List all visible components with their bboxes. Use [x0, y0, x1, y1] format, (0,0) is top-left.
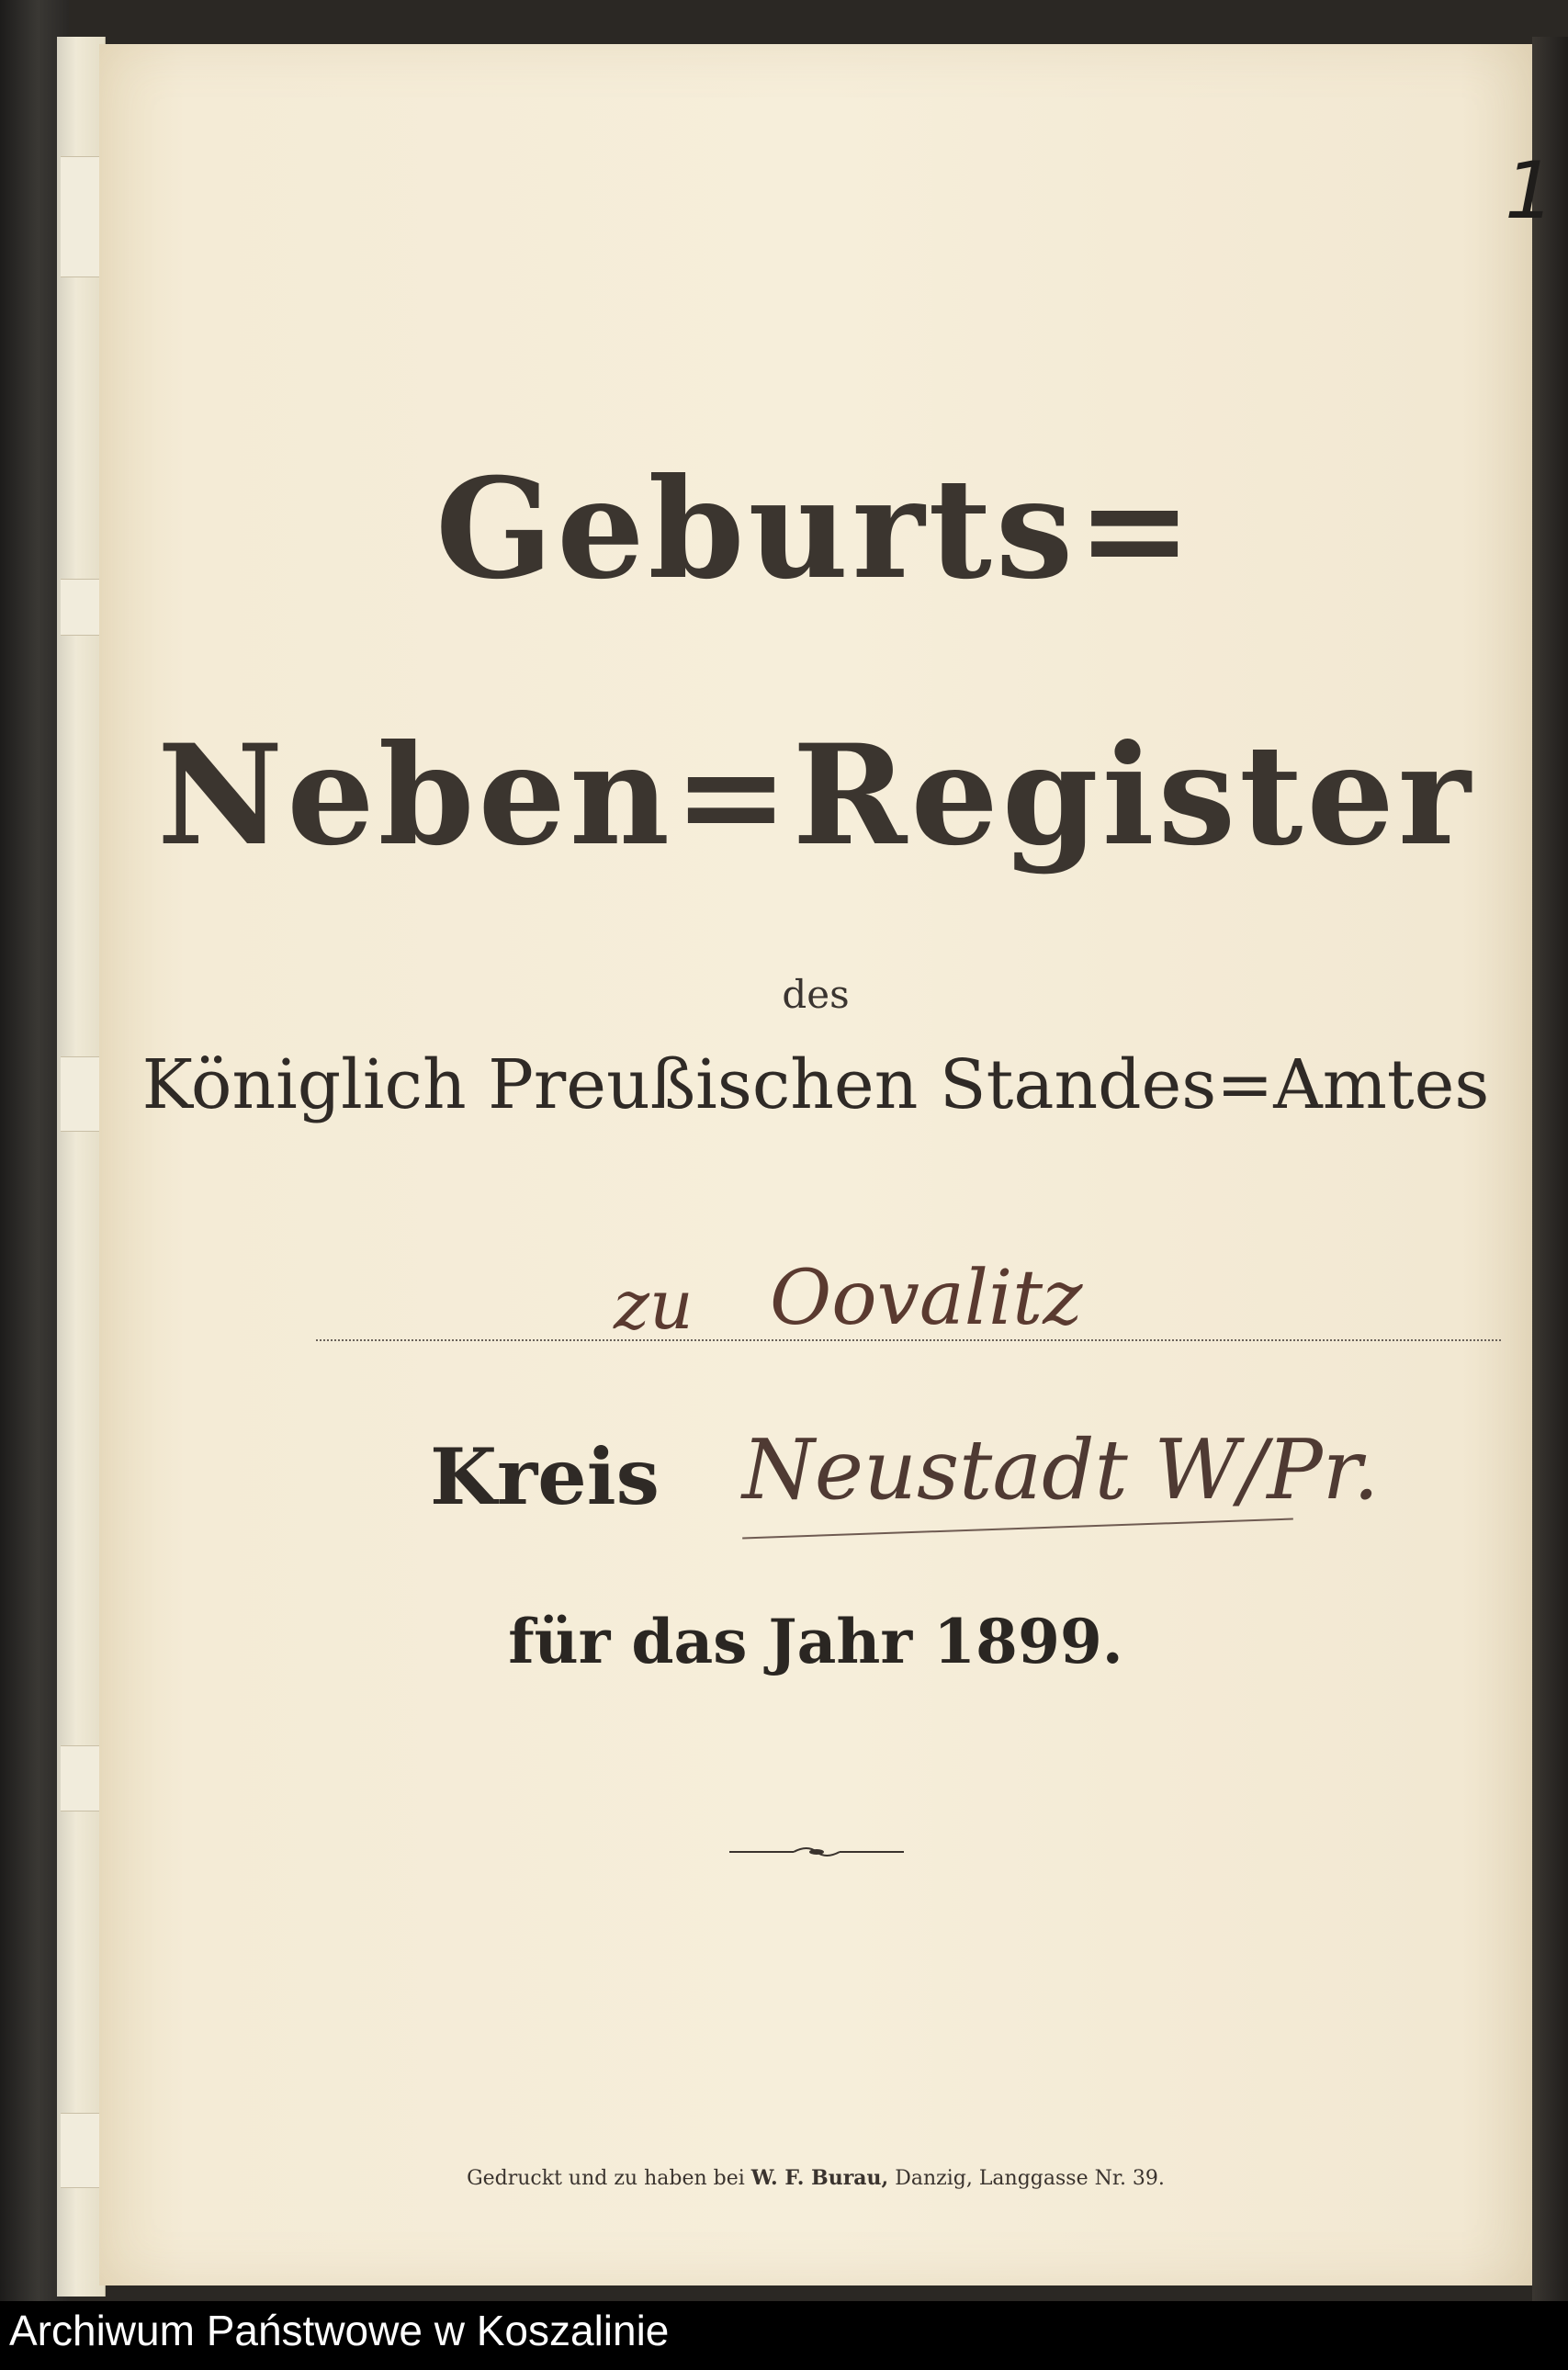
place-handwritten: Oovalitz [770, 1255, 1083, 1342]
imprint-publisher: W. F. Burau, [750, 2166, 889, 2190]
binding-tape [61, 156, 101, 277]
archive-label: Archiwum Państwowe w Koszalinie [9, 2307, 670, 2354]
binding-tape [61, 1745, 101, 1811]
title-line-2: Neben=Register [157, 715, 1474, 876]
place-dotted-line [316, 1339, 1501, 1341]
des-text: des [782, 972, 850, 1017]
office-name: Königlich Preußischen Standes=Amtes [141, 1045, 1490, 1124]
kreis-handwritten: Neustadt W/Pr. [742, 1422, 1380, 1518]
binding-tape [61, 1056, 101, 1132]
ornament-divider [729, 1843, 904, 1861]
imprint-prefix: Gedruckt und zu haben bei [467, 2167, 745, 2190]
page-number: 1 [1505, 145, 1555, 237]
cover-edge [1532, 37, 1568, 2315]
binding-tape [61, 579, 101, 636]
document-page [99, 44, 1555, 2285]
title-line-1: Geburts= [435, 448, 1196, 610]
kreis-underline [742, 1518, 1293, 1540]
binding-tape [61, 2113, 101, 2188]
zu-handwritten: zu [614, 1266, 694, 1345]
imprint-suffix: Danzig, Langgasse Nr. 39. [895, 2167, 1165, 2190]
kreis-label: Kreis [430, 1431, 660, 1522]
year-line: für das Jahr 1899. [508, 1606, 1123, 1677]
printer-imprint [99, 2166, 1532, 2190]
